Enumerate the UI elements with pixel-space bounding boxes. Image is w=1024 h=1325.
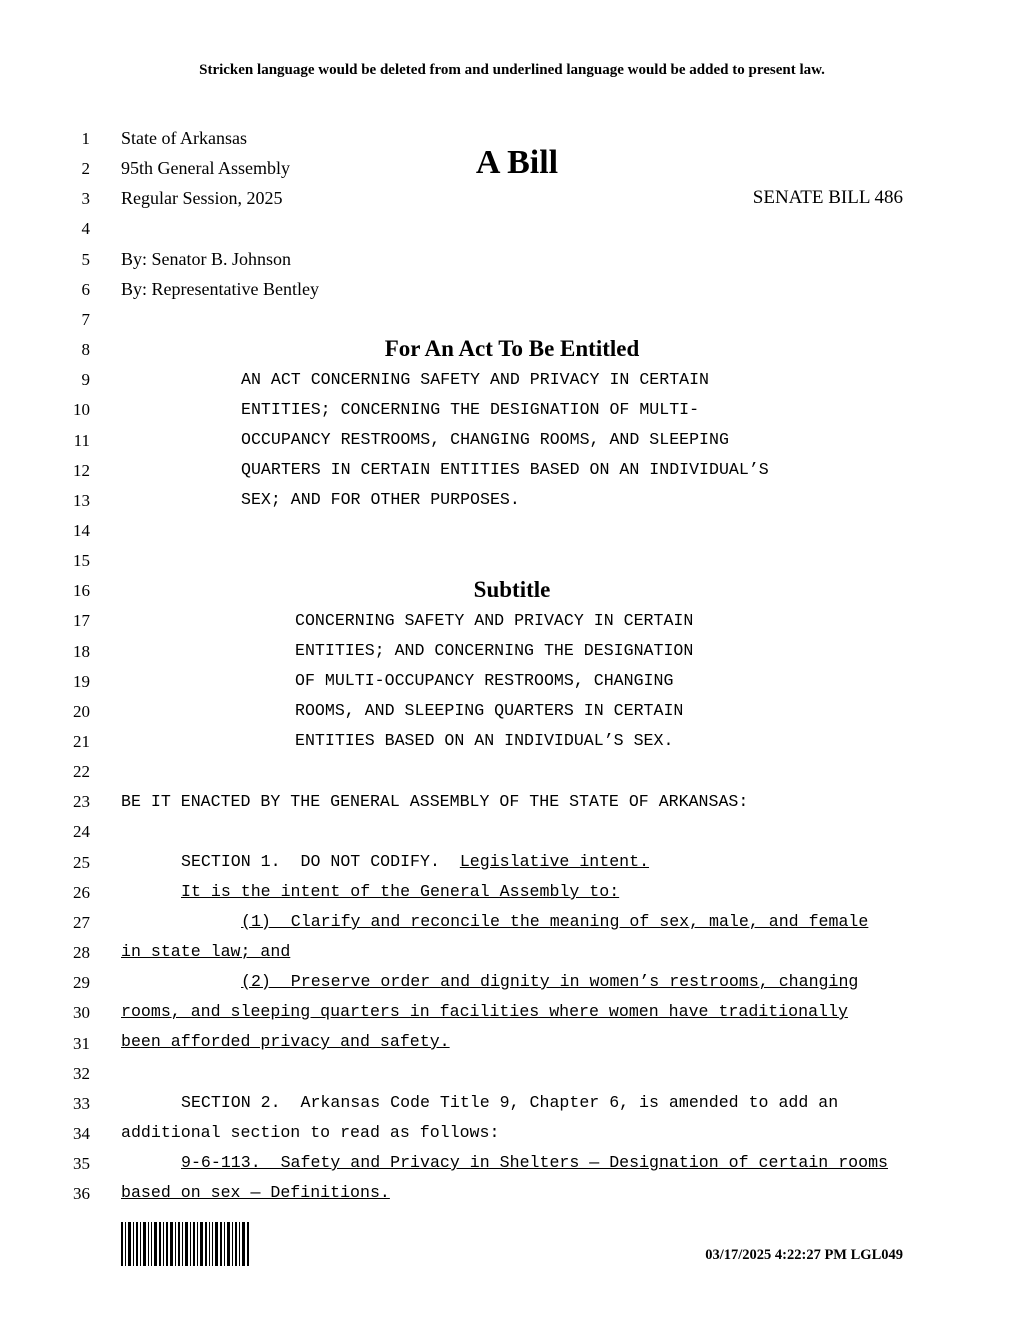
line-number: 21 — [73, 732, 90, 751]
line-number: 23 — [73, 792, 90, 812]
line-number: 9 — [81, 370, 90, 390]
line-number: 15 — [73, 551, 90, 571]
session: Regular Session, 2025 — [121, 188, 283, 208]
line-number: 34 — [73, 1123, 90, 1143]
line-number: 2 — [81, 159, 90, 179]
line-number: 22 — [73, 762, 90, 782]
sponsor-senate: By: Senator B. Johnson — [121, 249, 292, 269]
line-number: 10 — [73, 400, 90, 420]
line-number: 1 — [81, 129, 90, 148]
barcode-icon — [121, 1222, 249, 1266]
section1-item2-cont: rooms, and sleeping quarters in facilities where women have traditionally — [121, 1002, 848, 1021]
section1-item2: (2) Preserve order and dignity in women’s restrooms, changing — [241, 972, 859, 991]
sponsor-house: By: Representative Bentley — [121, 279, 319, 299]
section1-intro: It is the intent of the General Assembly to: — [181, 882, 620, 901]
line-number: 28 — [73, 943, 90, 963]
subtitle-heading: Subtitle — [473, 577, 551, 602]
subtitle-line: ROOMS, AND SLEEPING QUARTERS IN CERTAIN — [295, 701, 684, 720]
footer-timestamp: 03/17/2025 4:22:27 PM LGL049 — [705, 1247, 903, 1263]
code-section-title-cont: based on sex — Definitions. — [121, 1183, 390, 1202]
enacting-clause: BE IT ENACTED BY THE GENERAL ASSEMBLY OF THE STATE OF ARKANSAS: — [121, 792, 749, 811]
act-title-line: AN ACT CONCERNING SAFETY AND PRIVACY IN CERTAIN — [241, 370, 710, 389]
line-number: 27 — [73, 912, 90, 932]
line-number: 24 — [73, 822, 90, 842]
subtitle-line: ENTITIES; AND CONCERNING THE DESIGNATION — [295, 641, 694, 660]
line-number: 3 — [81, 189, 90, 209]
line-number: 19 — [73, 671, 90, 691]
section1-heading — [181, 852, 649, 872]
line-number: 6 — [81, 279, 90, 299]
section2-text-cont: additional section to read as follows: — [121, 1123, 500, 1142]
header-note: Stricken language would be deleted from and underlined language would be added to present law. — [199, 62, 825, 78]
line-number: 20 — [73, 701, 90, 721]
section1-item2-cont: been afforded privacy and safety. — [121, 1032, 450, 1051]
line-number: 13 — [73, 490, 90, 510]
section1-prefix: SECTION 1. DO NOT CODIFY. — [181, 852, 440, 871]
line-number: 29 — [73, 973, 90, 993]
line-number: 12 — [73, 460, 90, 480]
act-title-line: SEX; AND FOR OTHER PURPOSES. — [241, 490, 520, 509]
section2-text: SECTION 2. Arkansas Code Title 9, Chapter 6, is amended to add an — [181, 1093, 839, 1112]
section1-item1-cont: in state law; and — [121, 942, 291, 961]
line-number: 16 — [73, 581, 90, 601]
entitled-heading: For An Act To Be Entitled — [384, 336, 640, 361]
line-number: 35 — [73, 1154, 90, 1174]
act-title-line: QUARTERS IN CERTAIN ENTITIES BASED ON AN INDIVIDUAL’S — [241, 460, 769, 479]
section1-item1: (1) Clarify and reconcile the meaning of sex, male, and female — [241, 912, 869, 931]
line-number: 25 — [73, 852, 90, 872]
subtitle-line: ENTITIES BASED ON AN INDIVIDUAL’S SEX. — [295, 731, 674, 750]
bill-type-title: A Bill — [475, 144, 559, 181]
line-number: 26 — [73, 882, 90, 902]
general-assembly: 95th General Assembly — [121, 158, 290, 178]
subtitle-line: CONCERNING SAFETY AND PRIVACY IN CERTAIN — [295, 611, 694, 630]
act-title-line: OCCUPANCY RESTROOMS, CHANGING ROOMS, AND SLEEPING — [241, 430, 729, 449]
bill-number: SENATE BILL 486 — [752, 187, 903, 208]
line-number: 5 — [81, 249, 90, 269]
line-number: 4 — [81, 219, 90, 239]
line-number: 11 — [73, 430, 90, 450]
state-name: State of Arkansas — [121, 128, 247, 148]
line-number: 8 — [81, 340, 90, 360]
line-number: 14 — [73, 520, 90, 540]
subtitle-line: OF MULTI-OCCUPANCY RESTROOMS, CHANGING — [295, 671, 674, 690]
line-number: 32 — [73, 1063, 90, 1083]
section1-title: Legislative intent. — [459, 852, 650, 871]
act-title-line: ENTITIES; CONCERNING THE DESIGNATION OF MULTI- — [241, 400, 700, 419]
line-number: 7 — [81, 309, 90, 329]
line-number: 17 — [73, 611, 90, 631]
line-number: 36 — [73, 1184, 90, 1204]
line-number: 33 — [73, 1093, 90, 1113]
line-number: 18 — [73, 641, 90, 661]
line-number: 30 — [73, 1003, 90, 1023]
code-section-title: 9-6-113. Safety and Privacy in Shelters — Designation of certain rooms — [181, 1153, 889, 1172]
line-number: 31 — [73, 1033, 90, 1053]
